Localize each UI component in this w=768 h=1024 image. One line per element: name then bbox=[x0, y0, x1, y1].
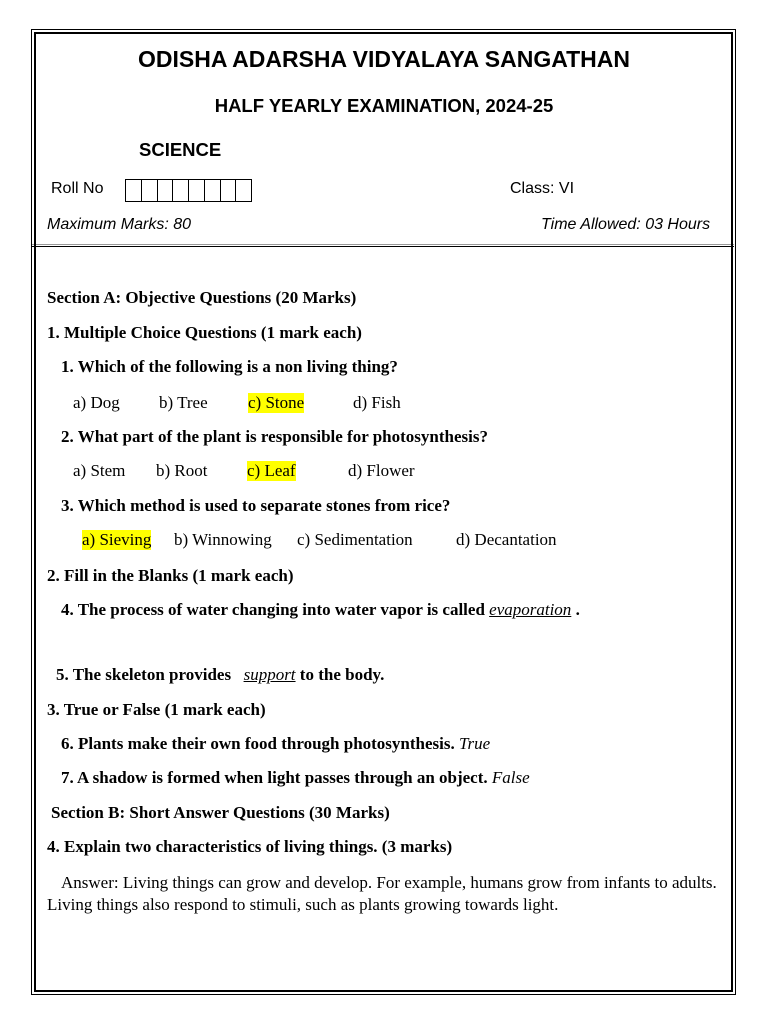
q1-option-b: b) Tree bbox=[159, 393, 208, 412]
max-marks: Maximum Marks: 80 bbox=[47, 216, 192, 233]
question-7 bbox=[61, 768, 530, 788]
school-title: ODISHA ADARSHA VIDYALAYA SANGATHAN bbox=[137, 46, 630, 72]
question-4 bbox=[61, 600, 580, 620]
question-6 bbox=[61, 734, 490, 754]
question-1: 1. Which of the following is a non living thing? bbox=[61, 357, 398, 376]
question-4-end: . bbox=[575, 600, 580, 619]
section-a-heading: Section A: Objective Questions (20 Marks) bbox=[47, 288, 357, 307]
roll-no-box[interactable] bbox=[205, 180, 221, 201]
roll-no-box[interactable] bbox=[189, 180, 205, 201]
section-b-heading: Section B: Short Answer Questions (30 Marks) bbox=[51, 803, 390, 822]
question-6-text: 6. Plants make their own food through photosynthesis. bbox=[61, 734, 455, 753]
question-5 bbox=[56, 665, 384, 685]
q3-option-d: d) Decantation bbox=[456, 530, 557, 549]
q1-option-a: a) Dog bbox=[73, 393, 120, 412]
q2-option-c-highlighted: c) Leaf bbox=[247, 461, 296, 480]
roll-no-box[interactable] bbox=[221, 180, 237, 201]
question-7-text: 7. A shadow is formed when light passes through an object. bbox=[61, 768, 488, 787]
q3-option-b: b) Winnowing bbox=[174, 530, 272, 549]
q3-option-a-highlighted: a) Sieving bbox=[82, 530, 152, 549]
section-b-question-4: 4. Explain two characteristics of living things. (3 marks) bbox=[47, 837, 453, 856]
question-4-text: 4. The process of water changing into water vapor is called bbox=[61, 600, 485, 619]
roll-no-box[interactable] bbox=[126, 180, 142, 201]
roll-no-boxes[interactable] bbox=[125, 179, 252, 202]
question-2: 2. What part of the plant is responsible for photosynthesis? bbox=[61, 427, 488, 446]
header-divider-light bbox=[32, 244, 734, 245]
roll-no-box[interactable] bbox=[158, 180, 174, 201]
fill-blanks-heading: 2. Fill in the Blanks (1 mark each) bbox=[47, 566, 294, 585]
q3-option-c: c) Sedimentation bbox=[297, 530, 413, 549]
q1-option-c-highlighted: c) Stone bbox=[248, 393, 305, 412]
class-label: Class: VI bbox=[510, 180, 575, 197]
q1-option-d: d) Fish bbox=[353, 393, 401, 412]
question-3: 3. Which method is used to separate stones from rice? bbox=[61, 496, 451, 515]
question-6-answer: True bbox=[459, 734, 491, 753]
question-7-answer: False bbox=[491, 768, 530, 787]
true-false-heading: 3. True or False (1 mark each) bbox=[47, 700, 266, 719]
roll-no-box[interactable] bbox=[173, 180, 189, 201]
roll-no-box[interactable] bbox=[236, 180, 251, 201]
section-b-answer: Answer: Living things can grow and develop. For example, humans grow from infants to adults. Living things also respond to stimuli, such as plants growing towards light. bbox=[47, 873, 717, 914]
question-4-answer: evaporation bbox=[489, 600, 572, 619]
time-allowed: Time Allowed: 03 Hours bbox=[541, 216, 711, 233]
q2-option-a: a) Stem bbox=[73, 461, 126, 480]
question-5-text: 5. The skeleton provides bbox=[56, 665, 232, 684]
header-divider bbox=[32, 246, 734, 247]
roll-no-label: Roll No bbox=[51, 180, 104, 197]
exam-title: HALF YEARLY EXAMINATION, 2024-25 bbox=[214, 95, 554, 116]
question-5-answer: support bbox=[243, 665, 296, 684]
subject-title: SCIENCE bbox=[139, 139, 222, 160]
question-5-end: to the body. bbox=[299, 665, 385, 684]
q2-option-d: d) Flower bbox=[348, 461, 415, 480]
q2-option-b: b) Root bbox=[156, 461, 208, 480]
mcq-heading: 1. Multiple Choice Questions (1 mark each) bbox=[47, 323, 362, 342]
roll-no-box[interactable] bbox=[142, 180, 158, 201]
